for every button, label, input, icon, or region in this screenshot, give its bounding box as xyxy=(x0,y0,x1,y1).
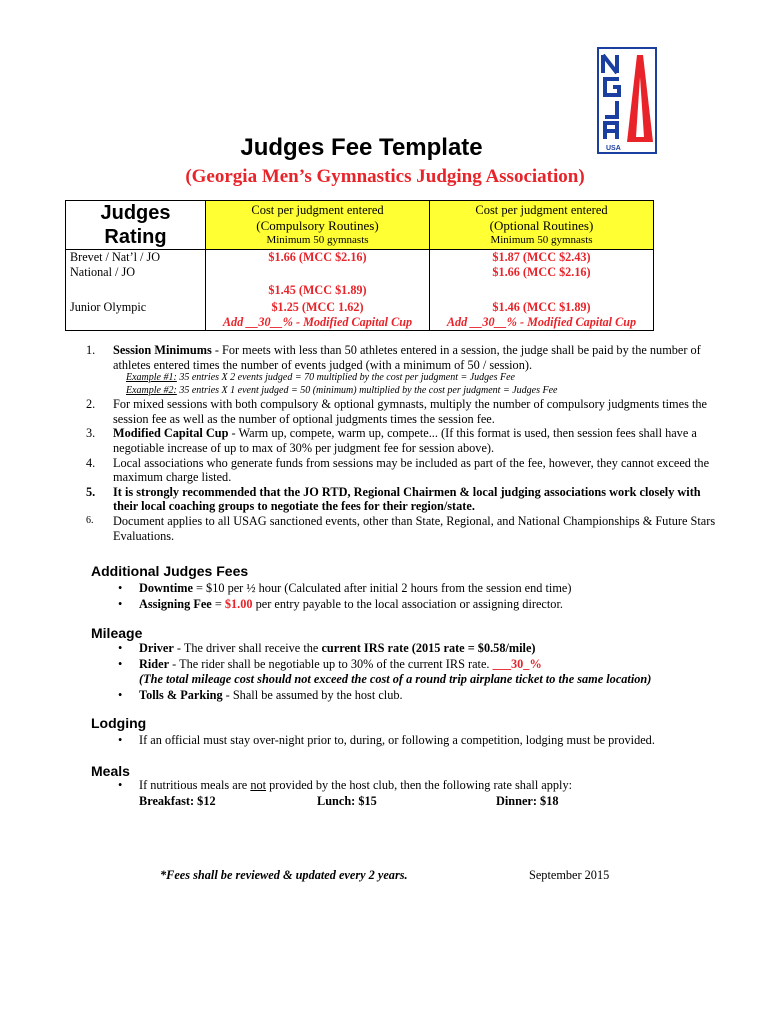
footer-note: *Fees shall be reviewed & updated every 2 years. xyxy=(160,868,408,882)
meals-heading: Meals xyxy=(91,763,130,779)
list-item: • If an official must stay over-night prior to, during, or following a competition, lodging must be provided. xyxy=(118,733,655,747)
lodging-list xyxy=(118,733,718,749)
fee-table xyxy=(65,200,654,331)
list-item: • Driver - The driver shall receive the current IRS rate (2015 rate = $0.58/mile) xyxy=(118,641,536,655)
notes-list xyxy=(86,343,718,543)
additional-fees-heading: Additional Judges Fees xyxy=(91,563,249,579)
list-item: 1. Session Minimums - For meets with less than 50 athletes entered in a session, the judge shall be paid by the number of athletes entered times the number of events judged (with a minimum of 50 / session). xyxy=(86,343,701,372)
mileage-list xyxy=(118,641,718,703)
page-title: Judges Fee Template xyxy=(240,134,483,161)
table-row: Brevet / Nat’l / JO $1.66 (MCC $2.16) $1.87 (MCC $2.43) xyxy=(66,250,654,266)
dinner-rate: Dinner: $18 xyxy=(496,794,559,808)
footer-date: September 2015 xyxy=(529,868,610,882)
list-item: • Rider - The rider shall be negotiable up to 30% of the current IRS rate. ___30_% xyxy=(118,656,542,671)
list-item: 6. Document applies to all USAG sanctioned events, other than State, Regional, and National Championships & Future Stars Evaluations. xyxy=(86,513,716,543)
example-2: Example #2: 35 entries X 1 event judged = 50 (minimum) multiplied by the cost per judgment = Judges Fee xyxy=(126,384,558,396)
mileage-heading: Mileage xyxy=(91,625,143,641)
compulsory-header: Cost per judgment entered (Compulsory Routines) Minimum 50 gymnasts xyxy=(206,201,430,250)
list-item: • Tolls & Parking - Shall be assumed by the host club. xyxy=(118,687,403,702)
table-row: Junior Olympic $1.25 (MCC 1.62) $1.46 (MCC $1.89) xyxy=(66,300,654,315)
table-row: Add __30__% - Modified Capital Cup Add __30__% - Modified Capital Cup xyxy=(66,315,654,331)
list-item: • If nutritious meals are not provided by the host club, then the following rate shall apply: xyxy=(118,778,573,792)
list-item: 5. It is strongly recommended that the JO RTD, Regional Chairmen & local judging associations work closely with their local coaching groups to negotiate the fees for their region/state. xyxy=(86,484,701,514)
list-item: 4. Local associations who generate funds from sessions may be included as part of the fee, however, they cannot exceed the maximum charge listed. xyxy=(86,455,710,485)
list-item: 3. Modified Capital Cup - Warm up, compete, warm up, compete... (If this format is used, then session fees shall have a negotiable increase of up to max of 30% per judgment fee for session above). xyxy=(86,426,697,455)
list-item: • Downtime = $10 per ½ hour (Calculated after initial 2 hours from the session end time) xyxy=(118,581,572,595)
table-row: $1.45 (MCC $1.89) xyxy=(66,280,654,300)
rating-header: Judges Rating xyxy=(66,201,206,250)
optional-header: Cost per judgment entered (Optional Routines) Minimum 50 gymnasts xyxy=(430,201,654,250)
svg-text:USA: USA xyxy=(606,145,621,152)
lodging-heading: Lodging xyxy=(91,715,147,731)
meals-list xyxy=(118,778,718,794)
mileage-note: (The total mileage cost should not exceed the cost of a round trip airplane ticket to the same location) xyxy=(139,672,652,686)
additional-fees-list xyxy=(118,581,718,612)
list-item: • Assigning Fee = $1.00 per entry payable to the local association or assigning director. xyxy=(118,596,563,611)
lunch-rate: Lunch: $15 xyxy=(317,794,377,808)
page-subtitle: (Georgia Men’s Gymnastics Judging Association) xyxy=(185,166,585,187)
example-1: Example #1: 35 entries X 2 events judged = 70 multiplied by the cost per judgment = Judges Fee xyxy=(126,372,515,384)
table-row: National / JO $1.66 (MCC $2.16) xyxy=(66,265,654,280)
breakfast-rate: Breakfast: $12 xyxy=(139,794,216,808)
list-item: 2. For mixed sessions with both compulsory & optional gymnasts, multiply the number of compulsory judgments times the session fee as well as the number of optional judgments times the session fee. xyxy=(86,397,707,426)
